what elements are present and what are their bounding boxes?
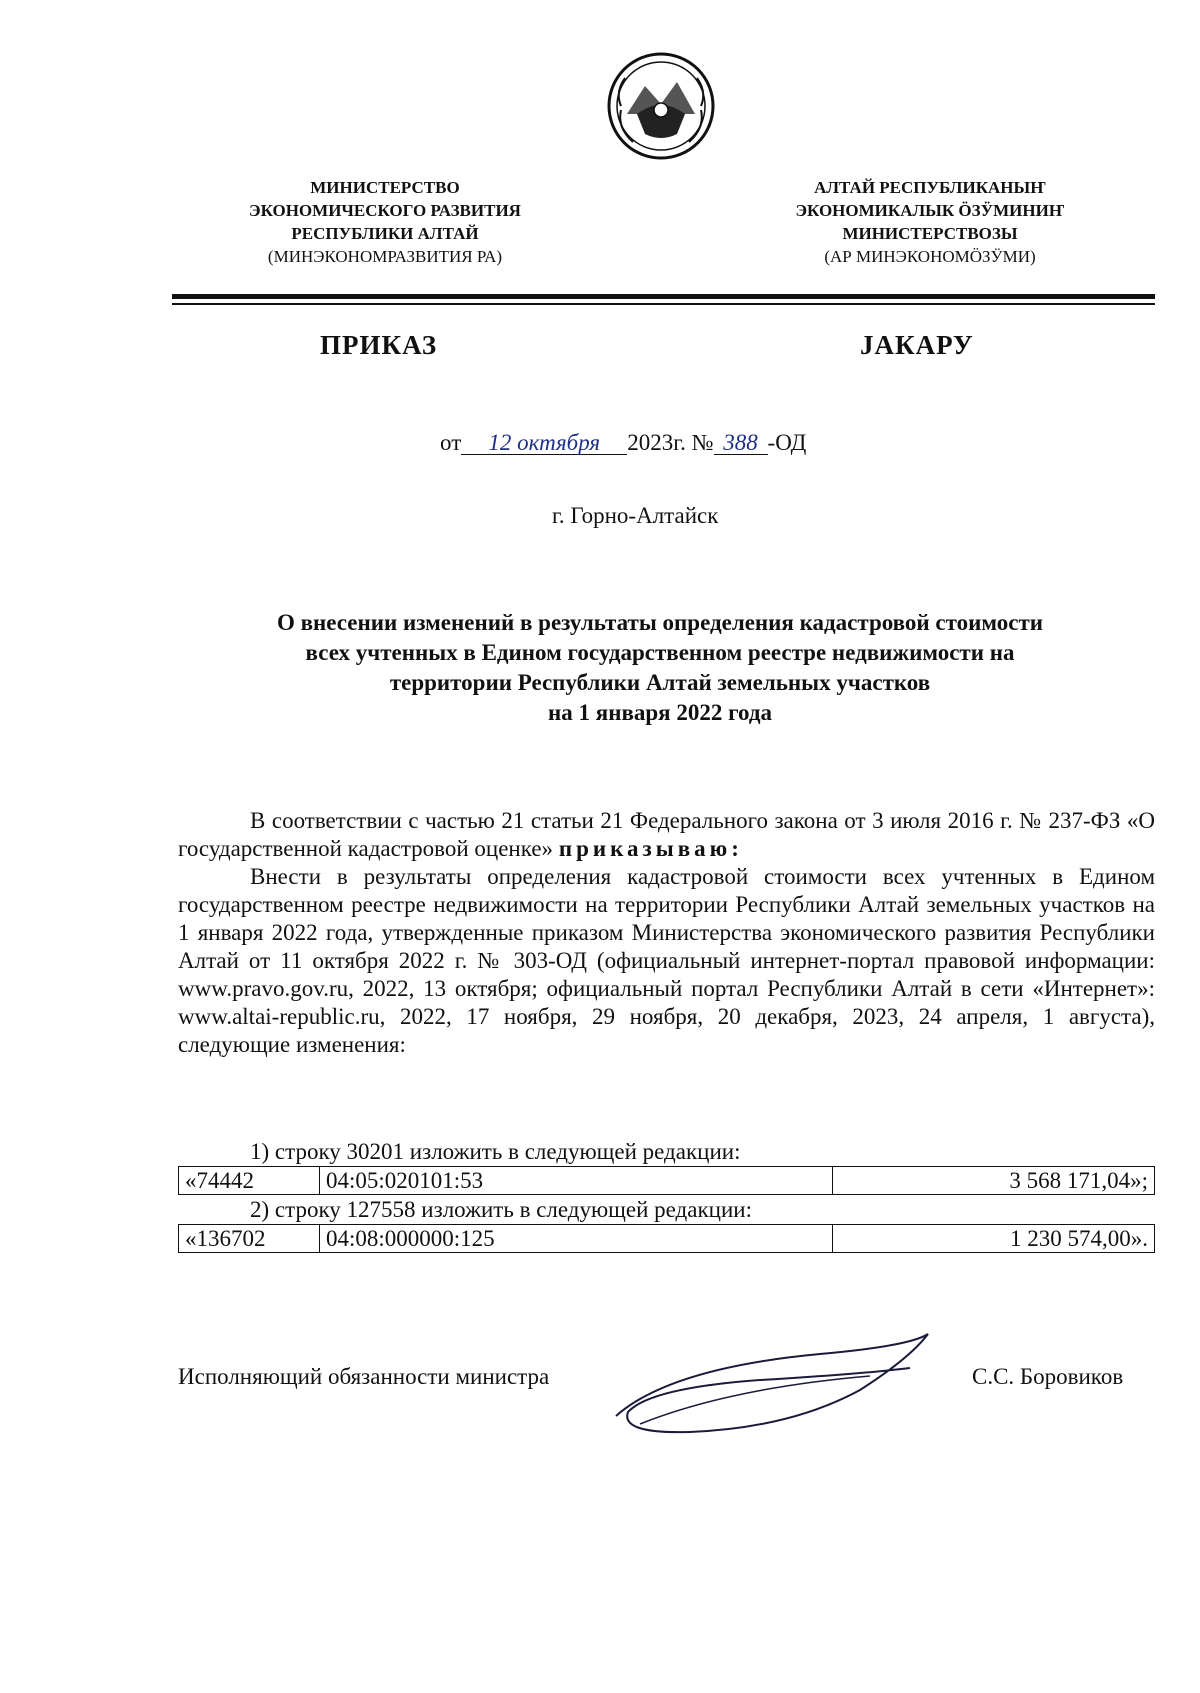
signatory-position: Исполняющий обязанности министра [178,1364,550,1389]
ministry-name-line: МИНИСТЕРСТВОЗЫ [842,224,1018,243]
body-paragraph-changes: Внести в результаты определения кадастровой стоимости всех учтенных в Едином государственном реестре недвижимости на территории Республики Алтай земельных участков на 1 января 2022 года, утвержденные приказом Министерства экономического развития Республики Алтай от 11 октября 2022 г. № 303-ОД (официальный интернет-портал правовой информации: www.pravo.gov.ru, 2022, 13 октября; официальный портал Республики Алтай в сети «Интернет»: www.altai-republic.ru, 2022, 17 ноября, 29 ноября, 20 декабря, 2023, 24 апреля, 1 августа), следующие изменения: [178,864,1155,1057]
body-paragraph-legal-basis [178,807,1155,863]
row-number-cell: «136702 [179,1225,320,1253]
ministry-name-line: ЭКОНОМИКАЛЫК ӦЗӰМИНИҤ [795,201,1065,220]
order-action-word: приказываю: [558,836,743,861]
document-title-line: территории Республики Алтай земельных участков [389,670,931,695]
handwritten-signature-icon [610,1328,940,1438]
order-title-russian: ПРИКАЗ [320,330,438,360]
header-divider-thick [172,294,1155,299]
cadastral-value-cell: 1 230 574,00». [833,1225,1155,1253]
order-title-altai: JАКАРУ [860,330,974,360]
ministry-abbreviation: (АР МИНЭКОНОМӦЗӰМИ) [824,247,1036,266]
document-title-line: О внесении изменений в результаты определения кадастровой стоимости [276,610,1044,635]
signatory-name: С.С. Боровиков [972,1364,1124,1389]
ministry-header-russian [205,176,565,268]
date-prefix: от [440,430,462,455]
legal-basis-text: В соответствии с частью 21 статьи 21 Федерального закона от 3 июля 2016 г. № 237-ФЗ «О государственной кадастровой оценке» [178,808,1155,861]
date-year: 2023г. № [627,430,714,455]
document-title [160,608,1160,728]
handwritten-date: 12 октября [461,432,627,455]
document-title-line: на 1 января 2022 года [548,700,772,725]
ministry-abbreviation: (МИНЭКОНОМРАЗВИТИЯ РА) [267,247,503,266]
cadastral-number-cell: 04:05:020101:53 [320,1167,833,1195]
ministry-name-line: МИНИСТЕРСТВО [310,178,460,197]
ministry-header-altai [760,176,1100,268]
ministry-name-line: ЭКОНОМИЧЕСКОГО РАЗВИТИЯ [249,201,521,220]
cadastral-number-cell: 04:08:000000:125 [320,1225,833,1253]
republic-emblem-icon [607,52,715,160]
change-item-label: 2) строку 127558 изложить в следующей редакции: [250,1197,752,1222]
order-date-line [440,430,806,456]
cadastral-value-cell: 3 568 171,04»; [833,1167,1155,1195]
change-table-row [178,1166,1155,1195]
number-suffix: -ОД [767,430,807,455]
row-number-cell: «74442 [179,1167,320,1195]
change-table-row [178,1224,1155,1253]
document-title-line: всех учтенных в Едином государственном реестре недвижимости на [305,640,1015,665]
ministry-name-line: РЕСПУБЛИКИ АЛТАЙ [291,224,479,243]
ministry-name-line: АЛТАЙ РЕСПУБЛИКАНЫҤ [814,178,1046,197]
document-body [178,807,1155,1059]
city: г. Горно-Алтайск [552,503,719,528]
change-item-label: 1) строку 30201 изложить в следующей редакции: [250,1139,741,1164]
header-divider-thin [172,303,1155,305]
handwritten-number: 388 [714,432,768,455]
